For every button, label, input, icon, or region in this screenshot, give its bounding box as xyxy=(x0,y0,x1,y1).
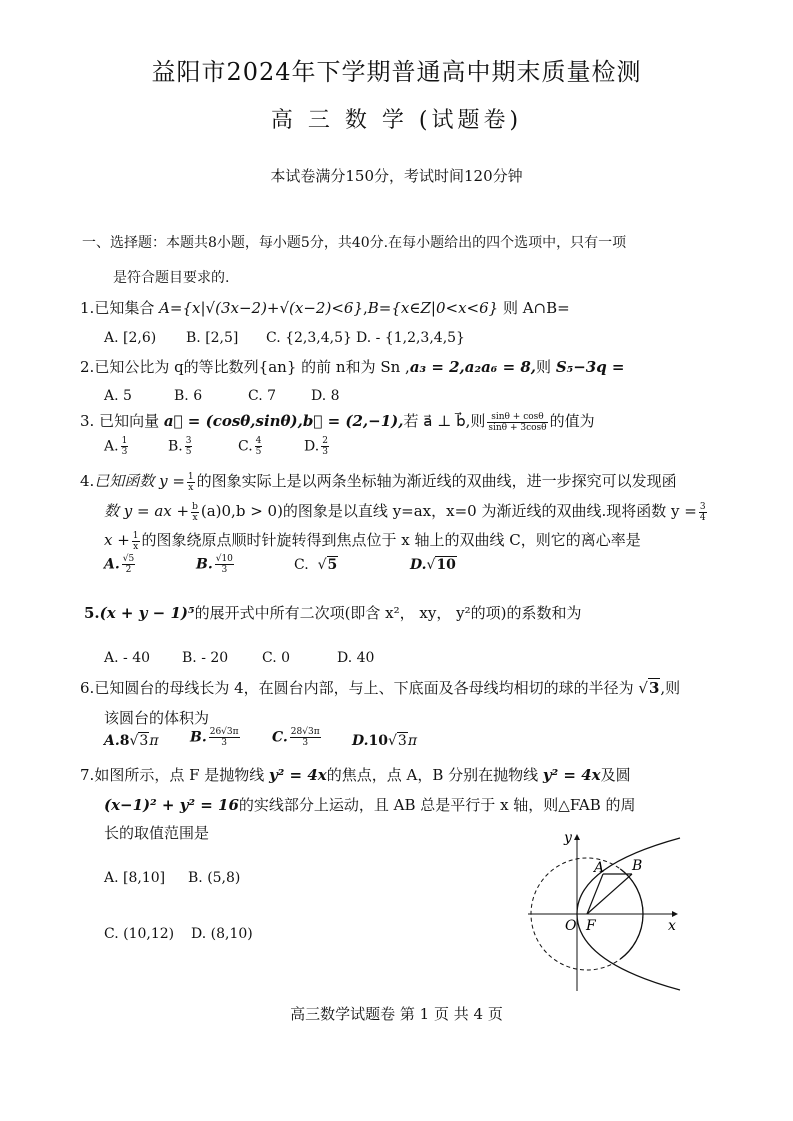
expression: (x + y − 1)⁵ xyxy=(99,604,195,622)
q6-option-a: A.8√3π xyxy=(104,733,159,749)
y-axis-label: y xyxy=(564,830,572,846)
question-number: 1. xyxy=(80,299,95,317)
focus-label: F xyxy=(586,918,596,934)
question-4 xyxy=(80,470,677,493)
radicand: 10 xyxy=(436,557,456,573)
q2-option-a: A. 5 xyxy=(104,388,132,404)
question-5 xyxy=(84,602,581,623)
option-label: A. xyxy=(104,733,120,749)
exam-title: 益阳市2024年下学期普通高中期末质量检测 xyxy=(151,58,642,86)
numerator: b xyxy=(192,501,198,512)
point-b-label: B xyxy=(632,858,643,874)
pi-symbol: π xyxy=(149,733,159,749)
x-axis-arrow xyxy=(672,911,678,917)
option-label: D. xyxy=(410,557,427,573)
q5-option-c: C. 0 xyxy=(262,650,291,666)
numerator: 2 xyxy=(322,436,328,446)
fraction xyxy=(121,436,129,457)
condition: a₃ = 2,a₂a₆ = 8, xyxy=(409,358,537,376)
question-text: 的展开式中所有二次项(即含 x²， xy， y²的项)的系数和为 xyxy=(194,604,582,622)
question-text: 则 A∩B= xyxy=(498,299,570,317)
q4-option-d: D.√10 xyxy=(410,557,456,573)
question-number: 2. xyxy=(80,358,95,376)
fraction xyxy=(187,472,195,493)
point-a-label: A xyxy=(594,860,605,876)
question-7 xyxy=(80,764,631,785)
q6-option-d: D.10√3π xyxy=(352,733,418,749)
coefficient: 10 xyxy=(368,733,388,749)
fraction xyxy=(122,554,135,575)
numerator: sinθ + cosθ xyxy=(487,412,547,423)
q4-option-b xyxy=(196,554,236,575)
question-text: (a)0,b > 0)的图象是以直线 y=ax，x=0 为渐近线的双曲线.现将函数 y = xyxy=(200,502,697,520)
q3-option-c xyxy=(238,436,264,457)
option-label: C. xyxy=(238,438,253,455)
q2-option-b: B. 6 xyxy=(174,388,203,404)
option-label: A. xyxy=(104,556,120,573)
denominator: x xyxy=(133,541,139,552)
question-text: 及圆 xyxy=(600,766,631,784)
denominator: 4 xyxy=(699,512,706,523)
question-4-line3 xyxy=(104,529,641,552)
option-label: B. xyxy=(190,729,207,746)
set-b: B={x∈Z|0<x<6} xyxy=(367,299,499,317)
origin-label: O xyxy=(565,918,577,934)
segment-fb xyxy=(587,874,632,914)
circle-equation: (x−1)² + y² = 16 xyxy=(104,796,239,814)
q1-option-b: B. [2,5] xyxy=(186,330,239,346)
option-label: D. xyxy=(304,438,320,455)
fraction xyxy=(132,531,140,552)
parabola-equation: y² = 4x xyxy=(542,766,601,784)
denominator: x xyxy=(192,512,198,523)
denominator: 2 xyxy=(125,565,132,575)
question-1 xyxy=(80,297,570,318)
parabola-circle-figure xyxy=(520,826,690,996)
question-number: 4. xyxy=(80,472,95,490)
option-label: B. xyxy=(196,556,213,573)
denominator: 3 xyxy=(121,447,128,457)
q6-option-c xyxy=(272,727,323,748)
radicand: 5 xyxy=(327,557,338,573)
fraction xyxy=(699,502,707,523)
q3-option-b xyxy=(168,436,194,457)
segment-fa xyxy=(587,874,603,914)
question-text: 已知圆台的母线长为 4，在圆台内部，与上、下底面及各母线均相切的球的半径为 xyxy=(94,679,639,697)
numerator: 1 xyxy=(121,436,128,446)
question-text: 的值为 xyxy=(549,412,595,430)
question-3 xyxy=(80,410,595,433)
numerator: √10 xyxy=(215,554,233,564)
numerator: 3 xyxy=(185,436,192,446)
q5-option-d: D. 40 xyxy=(337,650,375,666)
q4-option-a xyxy=(104,554,137,575)
denominator: 3 xyxy=(221,565,228,575)
numerator: 3 xyxy=(699,501,706,512)
fraction xyxy=(255,436,263,457)
numerator: 28√3π xyxy=(290,727,320,737)
exam-info: 本试卷满分150分，考试时间120分钟 xyxy=(270,167,523,185)
option-label: B. xyxy=(168,438,183,455)
question-number: 3. xyxy=(80,412,95,430)
question-number: 6. xyxy=(80,679,95,697)
question-number: 5. xyxy=(84,604,100,622)
coefficient: 8 xyxy=(119,733,130,749)
question-4-line2 xyxy=(104,500,709,523)
option-label: D. xyxy=(352,733,369,749)
q5-option-b: B. - 20 xyxy=(182,650,229,666)
denominator: x xyxy=(188,482,194,493)
fraction xyxy=(487,412,547,433)
radicand: 3 xyxy=(139,733,149,749)
numerator: 4 xyxy=(255,436,262,446)
function-expr: 数 y = ax + xyxy=(104,502,190,520)
numerator: 26√3π xyxy=(209,727,239,737)
option-label: C. xyxy=(272,729,288,746)
question-7-line2 xyxy=(104,794,636,815)
question-7-line3: 长的取值范围是 xyxy=(104,824,210,842)
question-text: 若 a⃗ ⊥ b⃗,则 xyxy=(403,412,486,430)
question-text: 如图所示，点 F 是抛物线 xyxy=(94,766,270,784)
q6-option-b xyxy=(190,727,242,748)
q1-option-d: D. - {1,2,3,4,5} xyxy=(356,330,465,346)
parabola-equation: y² = 4x xyxy=(269,766,327,784)
numerator: 1 xyxy=(132,530,139,541)
q2-option-c: C. 7 xyxy=(248,388,277,404)
vectors: a⃗ = (cosθ,sinθ),b⃗ = (2,−1), xyxy=(163,412,404,430)
comma: , xyxy=(363,299,368,317)
question-text: 已知向量 xyxy=(94,412,164,430)
q5-option-a: A. - 40 xyxy=(104,650,151,666)
fraction xyxy=(185,436,193,457)
page-footer: 高三数学试题卷 第 1 页 共 4 页 xyxy=(290,1005,503,1023)
function-expr: x + xyxy=(104,531,130,549)
expression: S₅−3q = xyxy=(555,358,625,376)
denominator: 5 xyxy=(255,447,262,457)
denominator: 3 xyxy=(221,738,227,748)
fraction xyxy=(215,554,234,575)
function-expr: 已知函数 y = xyxy=(94,472,185,490)
q7-option-c: C. (10,12) xyxy=(104,926,175,942)
question-number: 7. xyxy=(80,766,95,784)
q3-option-a xyxy=(104,436,130,457)
question-text: 的图象实际上是以两条坐标轴为渐近线的双曲线，进一步探究可以发现函 xyxy=(196,472,677,490)
q2-option-d: D. 8 xyxy=(311,388,340,404)
question-6-line2: 该圆台的体积为 xyxy=(104,709,210,727)
q4-option-c: C. √5 xyxy=(294,557,338,573)
y-axis-arrow xyxy=(574,834,580,840)
q1-option-a: A. [2,6) xyxy=(104,330,157,346)
question-text: 的焦点，点 A，B 分别在抛物线 xyxy=(326,766,543,784)
numerator: √5 xyxy=(122,554,135,564)
q1-option-c: C. {2,3,4,5} xyxy=(266,330,352,346)
radicand: 3 xyxy=(397,733,407,749)
radicand: 3 xyxy=(648,679,660,697)
denominator: 3 xyxy=(322,447,328,457)
denominator: 5 xyxy=(185,447,192,457)
set-a: A={x|√(3x−2)+√(x−2)<6} xyxy=(159,299,363,317)
q7-option-d: D. (8,10) xyxy=(191,926,253,942)
numerator: 1 xyxy=(187,471,194,482)
fraction xyxy=(290,727,321,748)
section-heading: 一、选择题：本题共8小题，每小题5分，共40分.在每小题给出的四个选项中，只有一项 xyxy=(82,235,627,251)
exam-subtitle: 高 三 数 学 (试题卷) xyxy=(270,108,523,133)
question-6: 6.已知圆台的母线长为 4，在圆台内部，与上、下底面及各母线均相切的球的半径为 √3,则 xyxy=(80,679,681,697)
pi-symbol: π xyxy=(407,733,418,749)
question-text: 已知公比为 q的等比数列{an} 的前 n和为 Sn , xyxy=(94,358,410,376)
q7-option-b: B. (5,8) xyxy=(188,870,241,886)
question-text: 已知集合 xyxy=(94,299,160,317)
question-text: 的图象绕原点顺时针旋转得到焦点位于 x 轴上的双曲线 C，则它的离心率是 xyxy=(141,531,641,549)
question-text: ,则 xyxy=(660,679,681,697)
fraction xyxy=(191,502,199,523)
question-2 xyxy=(80,356,625,377)
question-text: 则 xyxy=(536,358,556,376)
x-axis-label: x xyxy=(668,918,676,934)
question-text: 的实线部分上运动，且 AB 总是平行于 x 轴，则△FAB 的周 xyxy=(238,796,636,814)
option-label: A. xyxy=(104,438,119,455)
denominator: 3 xyxy=(302,738,309,748)
fraction xyxy=(321,436,329,457)
denominator: sinθ + 3cosθ xyxy=(488,422,547,433)
q3-option-d xyxy=(304,436,331,457)
section-heading-cont: 是符合题目要求的. xyxy=(113,270,230,286)
q7-option-a: A. [8,10] xyxy=(104,870,166,886)
fraction xyxy=(209,727,240,748)
option-label: C. xyxy=(294,557,309,573)
